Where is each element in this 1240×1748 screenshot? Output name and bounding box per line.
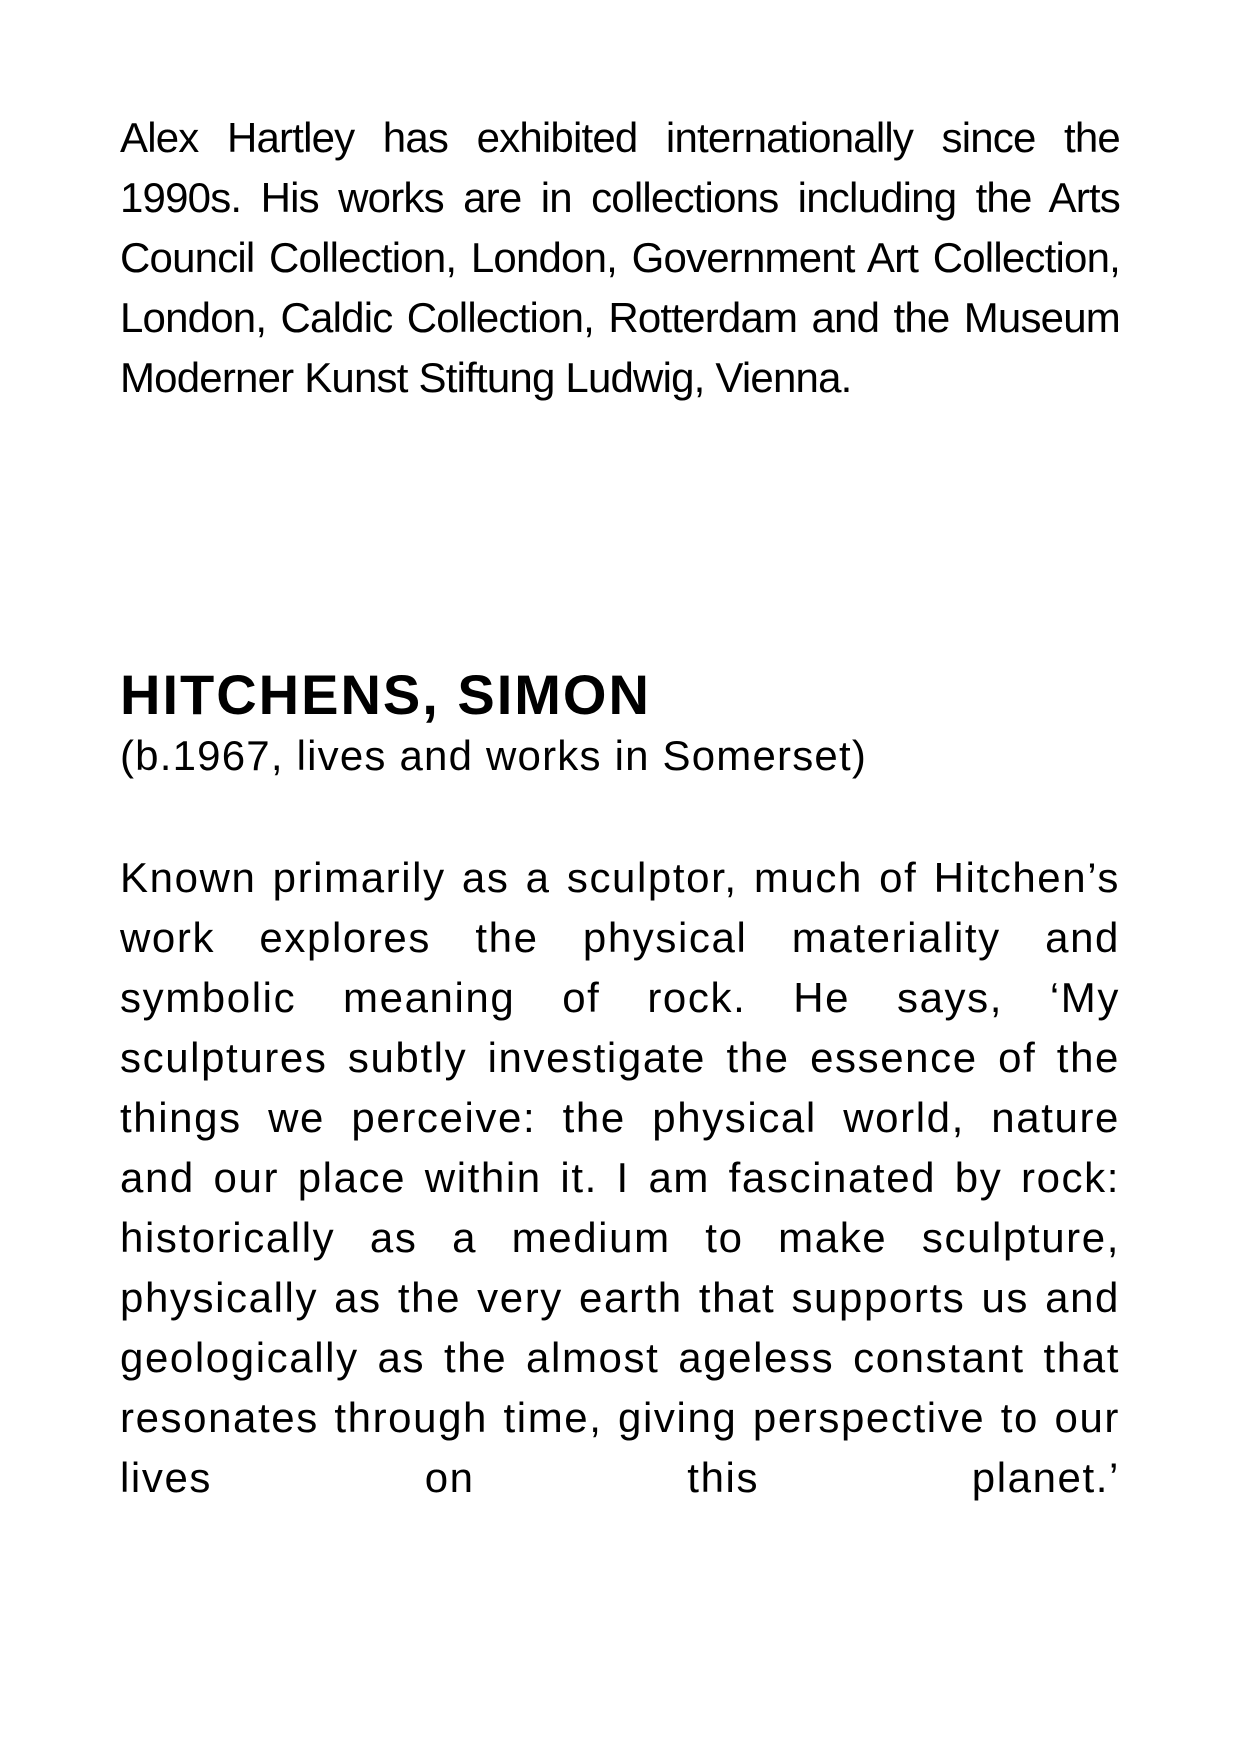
- artist-bio-paragraph: Known primarily as a sculptor, much of Hitchen’s work explores the physical materiality and symbolic meaning of rock. He says, ‘My sculptures subtly investigate the essence of the things we perceive: the physical world, nature and our place within it. I am fascinated by rock: historically as a medium to make sculpture, physically as the very earth that supports us and geologically as the almost ageless constant that resonates through time, giving perspective to our lives on this planet.’: [120, 854, 1120, 1501]
- artist-details: (b.1967, lives and works in Somerset): [120, 732, 868, 779]
- artist-name-heading: HITCHENS, SIMON: [120, 663, 651, 726]
- intro-paragraph: Alex Hartley has exhibited internationally since the 1990s. His works are in collections including the Arts Council Collection, London, Government Art Collection, London, Caldic Collection, Rotterdam and the Museum Moderner Kunst Stiftung Ludwig, Vienna.: [120, 114, 1120, 401]
